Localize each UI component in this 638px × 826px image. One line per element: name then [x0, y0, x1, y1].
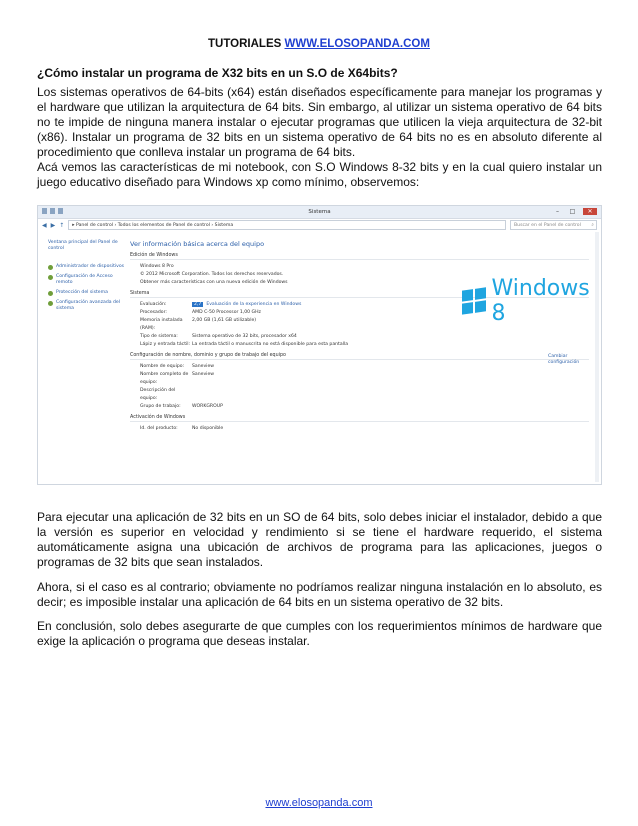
- search-placeholder: Buscar en el Panel de control: [514, 222, 581, 228]
- intro-paragraph: [37, 85, 602, 190]
- search-icon: ⌕: [591, 223, 594, 228]
- shield-icon: [48, 265, 53, 270]
- info-row: [140, 403, 589, 411]
- experience-index-link[interactable]: Evaluación de la experiencia en Windows: [206, 302, 302, 307]
- row-value: Saneview: [192, 364, 215, 369]
- windows-logo-text: Windows 8: [491, 276, 590, 326]
- nav-label: Administrador de dispositivos: [56, 264, 125, 269]
- info-row: [140, 363, 589, 371]
- back-icon[interactable]: ◀: [42, 221, 47, 229]
- row-key: Tipo de sistema:: [140, 334, 178, 339]
- info-row: [140, 333, 589, 341]
- row-key: Id. del producto:: [140, 426, 178, 431]
- header-link[interactable]: WWW.ELOSOPANDA.COM: [284, 38, 430, 50]
- up-icon[interactable]: ↑: [59, 221, 65, 229]
- row-key: Memoria instalada (RAM):: [140, 318, 183, 331]
- article-title: ¿Cómo instalar un programa de X32 bits en un S.O de X64bits?: [37, 66, 398, 80]
- more-features-link[interactable]: Obtener más características con una nueva edición de Windows: [140, 280, 288, 285]
- row-value: 2,00 GB (1,61 GB utilizable): [192, 318, 257, 323]
- info-row: [140, 371, 589, 387]
- row-key: Nombre de equipo:: [140, 364, 185, 369]
- panel-heading: Ver información básica acerca del equipo: [130, 240, 265, 248]
- paragraph-3: Ahora, si el caso es al contrario; obviamente no podríamos realizar ninguna instalación en lo absoluto, es decir; es imposible instalar una aplicación de 64 bits en un sistema operativo de 32 bits.: [37, 580, 602, 609]
- nav-device-manager[interactable]: [48, 264, 126, 270]
- nav-label: Configuración de Acceso remoto: [56, 274, 113, 285]
- info-row: [140, 425, 589, 433]
- row-key: Descripción del equipo:: [140, 388, 176, 401]
- search-input[interactable]: [510, 220, 597, 230]
- info-row: [140, 341, 589, 349]
- edition-value: Windows 8 Pro: [140, 264, 174, 269]
- shield-icon: [48, 301, 53, 306]
- close-icon[interactable]: ✕: [583, 208, 597, 215]
- system-info-panel: [130, 240, 589, 433]
- row-value: Sistema operativo de 32 bits, procesador x64: [192, 334, 297, 339]
- edition-section-title: Edición de Windows: [130, 253, 589, 260]
- header-prefix: TUTORIALES: [208, 38, 285, 50]
- breadcrumb[interactable]: ▸ Panel de control › Todos los elementos de Panel de control › Sistema: [68, 220, 506, 230]
- row-value: Saneview: [192, 372, 215, 377]
- row-key: Lápiz y entrada táctil:: [140, 342, 191, 347]
- nav-remote-access[interactable]: [48, 274, 126, 286]
- intro-text: Los sistemas operativos de 64-bits (x64) están diseñados específicamente para manejar los programas y el hardware que utilizan la arquitectura de 64 bits. Sin embargo, al utilizar un sistema operativo de 64 bits no te impide de ninguna manera instalar o ejecutar programas que utilicen la vieja arquitectura de 32-bit (x86). Instalar un programa de 32 bits en un sistema operativo de 64 bits no es en absoluto diferente al procedimiento que conlleva instalar un programa de 64 bits.: [37, 85, 602, 159]
- info-row: [140, 387, 589, 403]
- activation-section-title: Activación de Windows: [130, 415, 589, 422]
- intro-text-2: Acá vemos las características de mi notebook, con S.O Windows 8-32 bits y en la cual quiero instalar un juego educativo diseñado para Windows xp como mínimo, observemos:: [37, 160, 602, 189]
- nav-system-protection[interactable]: [48, 290, 126, 296]
- system-section-title: Sistema: [130, 291, 589, 298]
- row-key: Procesador:: [140, 310, 167, 315]
- scrollbar[interactable]: [595, 232, 599, 482]
- windows-logo: [462, 276, 601, 326]
- row-value: No disponible: [192, 426, 224, 431]
- shield-icon: [48, 291, 53, 296]
- nav-label: Configuración avanzada del sistema: [56, 300, 121, 311]
- row-key: Grupo de trabajo:: [140, 404, 181, 409]
- footer-link[interactable]: www.elosopanda.com: [265, 797, 373, 809]
- left-nav: [48, 240, 126, 316]
- copyright-text: © 2012 Microsoft Corporation. Todos los derechos reservados.: [140, 272, 284, 277]
- paragraph-4: En conclusión, solo debes asegurarte de que cumples con los requerimientos mínimos de hardware que exige la aplicación o programa que deseas instalar.: [37, 619, 602, 648]
- page-header: [0, 38, 638, 50]
- nav-advanced-settings[interactable]: [48, 300, 126, 312]
- row-key: Evaluación:: [140, 302, 167, 307]
- row-value: La entrada táctil o manuscrita no está disponible para esta pantalla: [192, 342, 349, 347]
- system-window-screenshot: [37, 205, 602, 485]
- page-footer: [0, 797, 638, 809]
- name-section-title: Configuración de nombre, dominio y grupo de trabajo del equipo: [130, 353, 589, 360]
- change-settings-link[interactable]: Cambiar configuración: [548, 354, 580, 365]
- row-value: AMD C-50 Processor 1,00 GHz: [192, 310, 261, 315]
- rating-badge: 2,7: [194, 302, 202, 307]
- address-bar: [38, 219, 601, 231]
- windows-flag-icon: [462, 288, 486, 315]
- control-panel-home-link[interactable]: Ventana principal del Panel de control: [48, 240, 118, 251]
- row-key: Nombre completo de equipo:: [140, 372, 189, 385]
- window-controls: [553, 208, 597, 215]
- row-value: WORKGROUP: [192, 404, 223, 409]
- nav-label: Protección del sistema: [56, 290, 108, 295]
- window-title: Sistema: [308, 209, 331, 215]
- forward-icon[interactable]: ▶: [50, 221, 56, 229]
- paragraph-2: Para ejecutar una aplicación de 32 bits en un SO de 64 bits, solo debes iniciar el instalador, debido a que la versión es superior en velocidad y rendimiento si se tiene el hardware requerido, el sistema automáticamente asigna una ubicación de archivos de programa para las aplicaciones, juegos o programas de 32 bits que sean instalados.: [37, 510, 602, 569]
- maximize-icon[interactable]: □: [569, 208, 576, 215]
- shield-icon: [48, 275, 53, 280]
- window-titlebar: [38, 206, 601, 219]
- minimize-icon[interactable]: –: [556, 208, 559, 215]
